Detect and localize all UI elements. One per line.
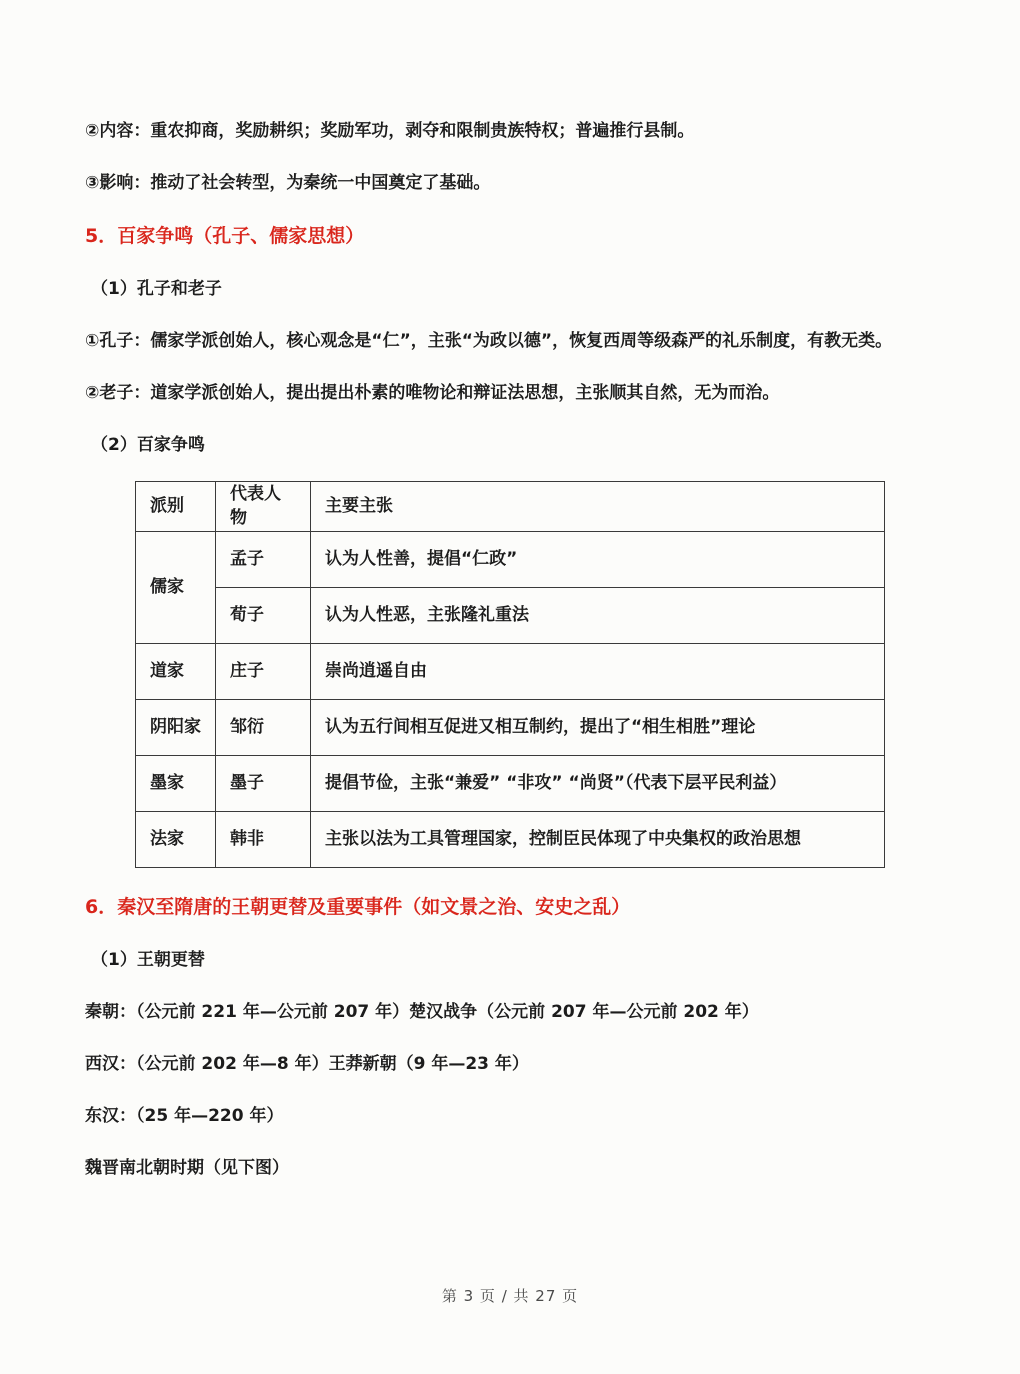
table-cell-claim: 主张以法为工具管理国家，控制臣民体现了中央集权的政治思想 (311, 812, 885, 868)
page-number-footer: 第 3 页 / 共 27 页 (441, 1287, 579, 1305)
table-cell-person: 韩非 (216, 812, 311, 868)
table-header-cell: 派别 (136, 482, 216, 532)
para-laozi: ②老子：道家学派创始人，提出提出朴素的唯物论和辩证法思想，主张顺其自然，无为而治。 (85, 383, 780, 403)
table-cell-claim: 认为人性恶，主张隆礼重法 (311, 588, 885, 644)
subheading-baijia-zhengming: （2）百家争鸣 (91, 435, 205, 455)
para-kongzi: ①孔子：儒家学派创始人，核心观念是“仁”，主张“为政以德”，恢复西周等级森严的礼乐制度，有教无类。 (85, 331, 893, 351)
table-row (136, 700, 885, 756)
table-cell-person: 庄子 (216, 644, 311, 700)
para-xihan: 西汉：（公元前 202 年—8 年）王莽新朝（9 年—23 年） (85, 1054, 529, 1074)
table-row (136, 644, 885, 700)
table-cell-person: 邹衍 (216, 700, 311, 756)
table-cell-school: 法家 (136, 812, 216, 868)
table-cell-claim: 认为人性善，提倡“仁政” (311, 532, 885, 588)
table-cell-school: 阴阳家 (136, 700, 216, 756)
table-cell-claim: 认为五行间相互促进又相互制约，提出了“相生相胜”理论 (311, 700, 885, 756)
para-donghan: 东汉：（25 年—220 年） (85, 1106, 284, 1126)
table-row (136, 532, 885, 588)
table-cell-school: 墨家 (136, 756, 216, 812)
table-cell-person: 荀子 (216, 588, 311, 644)
heading-section-6: 6．秦汉至隋唐的王朝更替及重要事件（如文景之治、安史之乱） (85, 896, 631, 918)
table-row (136, 588, 885, 644)
table-header-cell: 代表人物 (216, 482, 311, 532)
table-header-cell: 主要主张 (311, 482, 885, 532)
table-row (136, 812, 885, 868)
table-cell-school: 道家 (136, 644, 216, 700)
table-cell-school: 儒家 (136, 532, 216, 644)
table-row (136, 756, 885, 812)
table-cell-person: 墨子 (216, 756, 311, 812)
table-cell-person: 孟子 (216, 532, 311, 588)
heading-section-5: 5．百家争鸣（孔子、儒家思想） (85, 225, 365, 247)
subheading-wangchao-gengti: （1）王朝更替 (91, 950, 205, 970)
para-reform-content: ②内容：重农抑商，奖励耕织；奖励军功，剥夺和限制贵族特权；普遍推行县制。 (85, 121, 695, 141)
schools-table (135, 481, 885, 868)
subheading-kongzi-laozi: （1）孔子和老子 (91, 279, 222, 299)
para-reform-impact: ③影响：推动了社会转型，为秦统一中国奠定了基础。 (85, 173, 491, 193)
para-qinchao: 秦朝：（公元前 221 年—公元前 207 年）楚汉战争（公元前 207 年—公元前 202 年） (85, 1002, 759, 1022)
table-header-row (136, 482, 885, 532)
table-cell-claim: 崇尚逍遥自由 (311, 644, 885, 700)
table-cell-claim: 提倡节俭，主张“兼爱” “非攻” “尚贤”（代表下层平民利益） (311, 756, 885, 812)
para-weijin-nanbeichao: 魏晋南北朝时期（见下图） (85, 1158, 289, 1178)
